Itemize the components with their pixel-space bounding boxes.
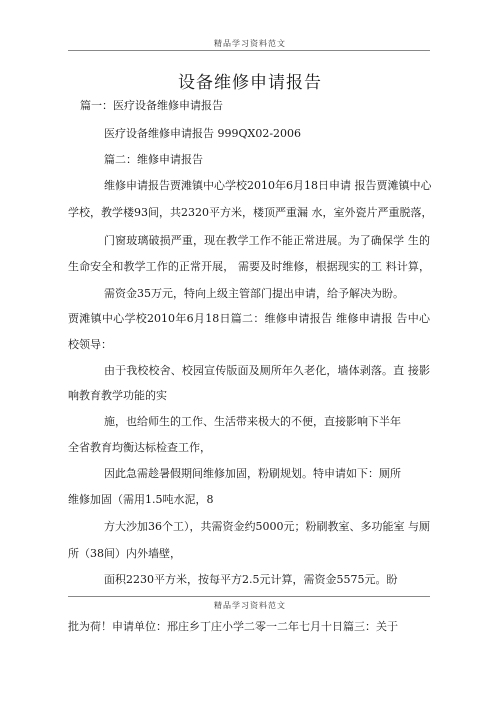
text-line: 由于我校校舍、校园宣传版面及厕所年久老化，墙体剥落。直 接影 <box>104 364 430 377</box>
text-line: 医疗设备维修申请报告 999QX02-2006 <box>104 127 302 140</box>
text-line: 施，也给师生的工作、生活带来极大的不便，直接影响下半年 <box>104 415 401 428</box>
document-title: 设备维修申请报告 <box>178 73 322 93</box>
text-line: 篇二：维修申请报告 <box>104 153 203 166</box>
text-line: 校领导： <box>68 338 112 351</box>
text-line: 方大沙加36个工），共需资金约5000元；粉刷教室、多功能室 与厕 <box>104 520 430 533</box>
text-line: 维修申请报告贾滩镇中心学校2010年6月18日申请 报告贾滩镇中心 <box>104 179 432 192</box>
text-line: 需资金35万元，特向上级主管部门提出申请，给予解决为盼。 <box>104 287 404 300</box>
text-line: 面积2230平方米，按每平方2.5元计算，需资金5575元。盼 <box>104 573 398 586</box>
text-line: 全省教育均衡达标检查工作， <box>68 441 211 454</box>
text-line: 维修加固（需用1.5吨水泥，8 <box>68 493 214 506</box>
text-line: 所（38间）内外墙壁， <box>68 547 181 560</box>
header-rule <box>68 50 430 51</box>
text-line: 响教育教学功能的实 <box>68 389 167 402</box>
footer-rule <box>68 596 430 597</box>
page-header: 精品学习资料范文 <box>214 39 286 48</box>
page-footer: 精品学习资料范文 <box>214 601 286 610</box>
text-line: 因此急需趁暑假期间维修加固，粉刷规划。特申请如下：厕所 <box>104 467 401 480</box>
text-line: 篇一：医疗设备维修申请报告 <box>80 99 223 112</box>
text-line: 贾滩镇中心学校2010年6月18日篇二：维修申请报告 维修申请报 告中心 <box>68 312 430 325</box>
text-line: 批为荷！申请单位：邢庄乡丁庄小学二零一二年七月十日篇三：关于 <box>68 620 398 633</box>
text-line: 学校，教学楼93间，共2320平方米，楼顶严重漏 水，室外瓷片严重脱落， <box>68 206 433 219</box>
text-line: 生命安全和教学工作的正常开展， 需要及时维修，根据现实的工 料计算， <box>68 260 430 273</box>
text-line: 门窗玻璃破损严重，现在教学工作不能正常进展。为了确保学 生的 <box>104 234 430 247</box>
